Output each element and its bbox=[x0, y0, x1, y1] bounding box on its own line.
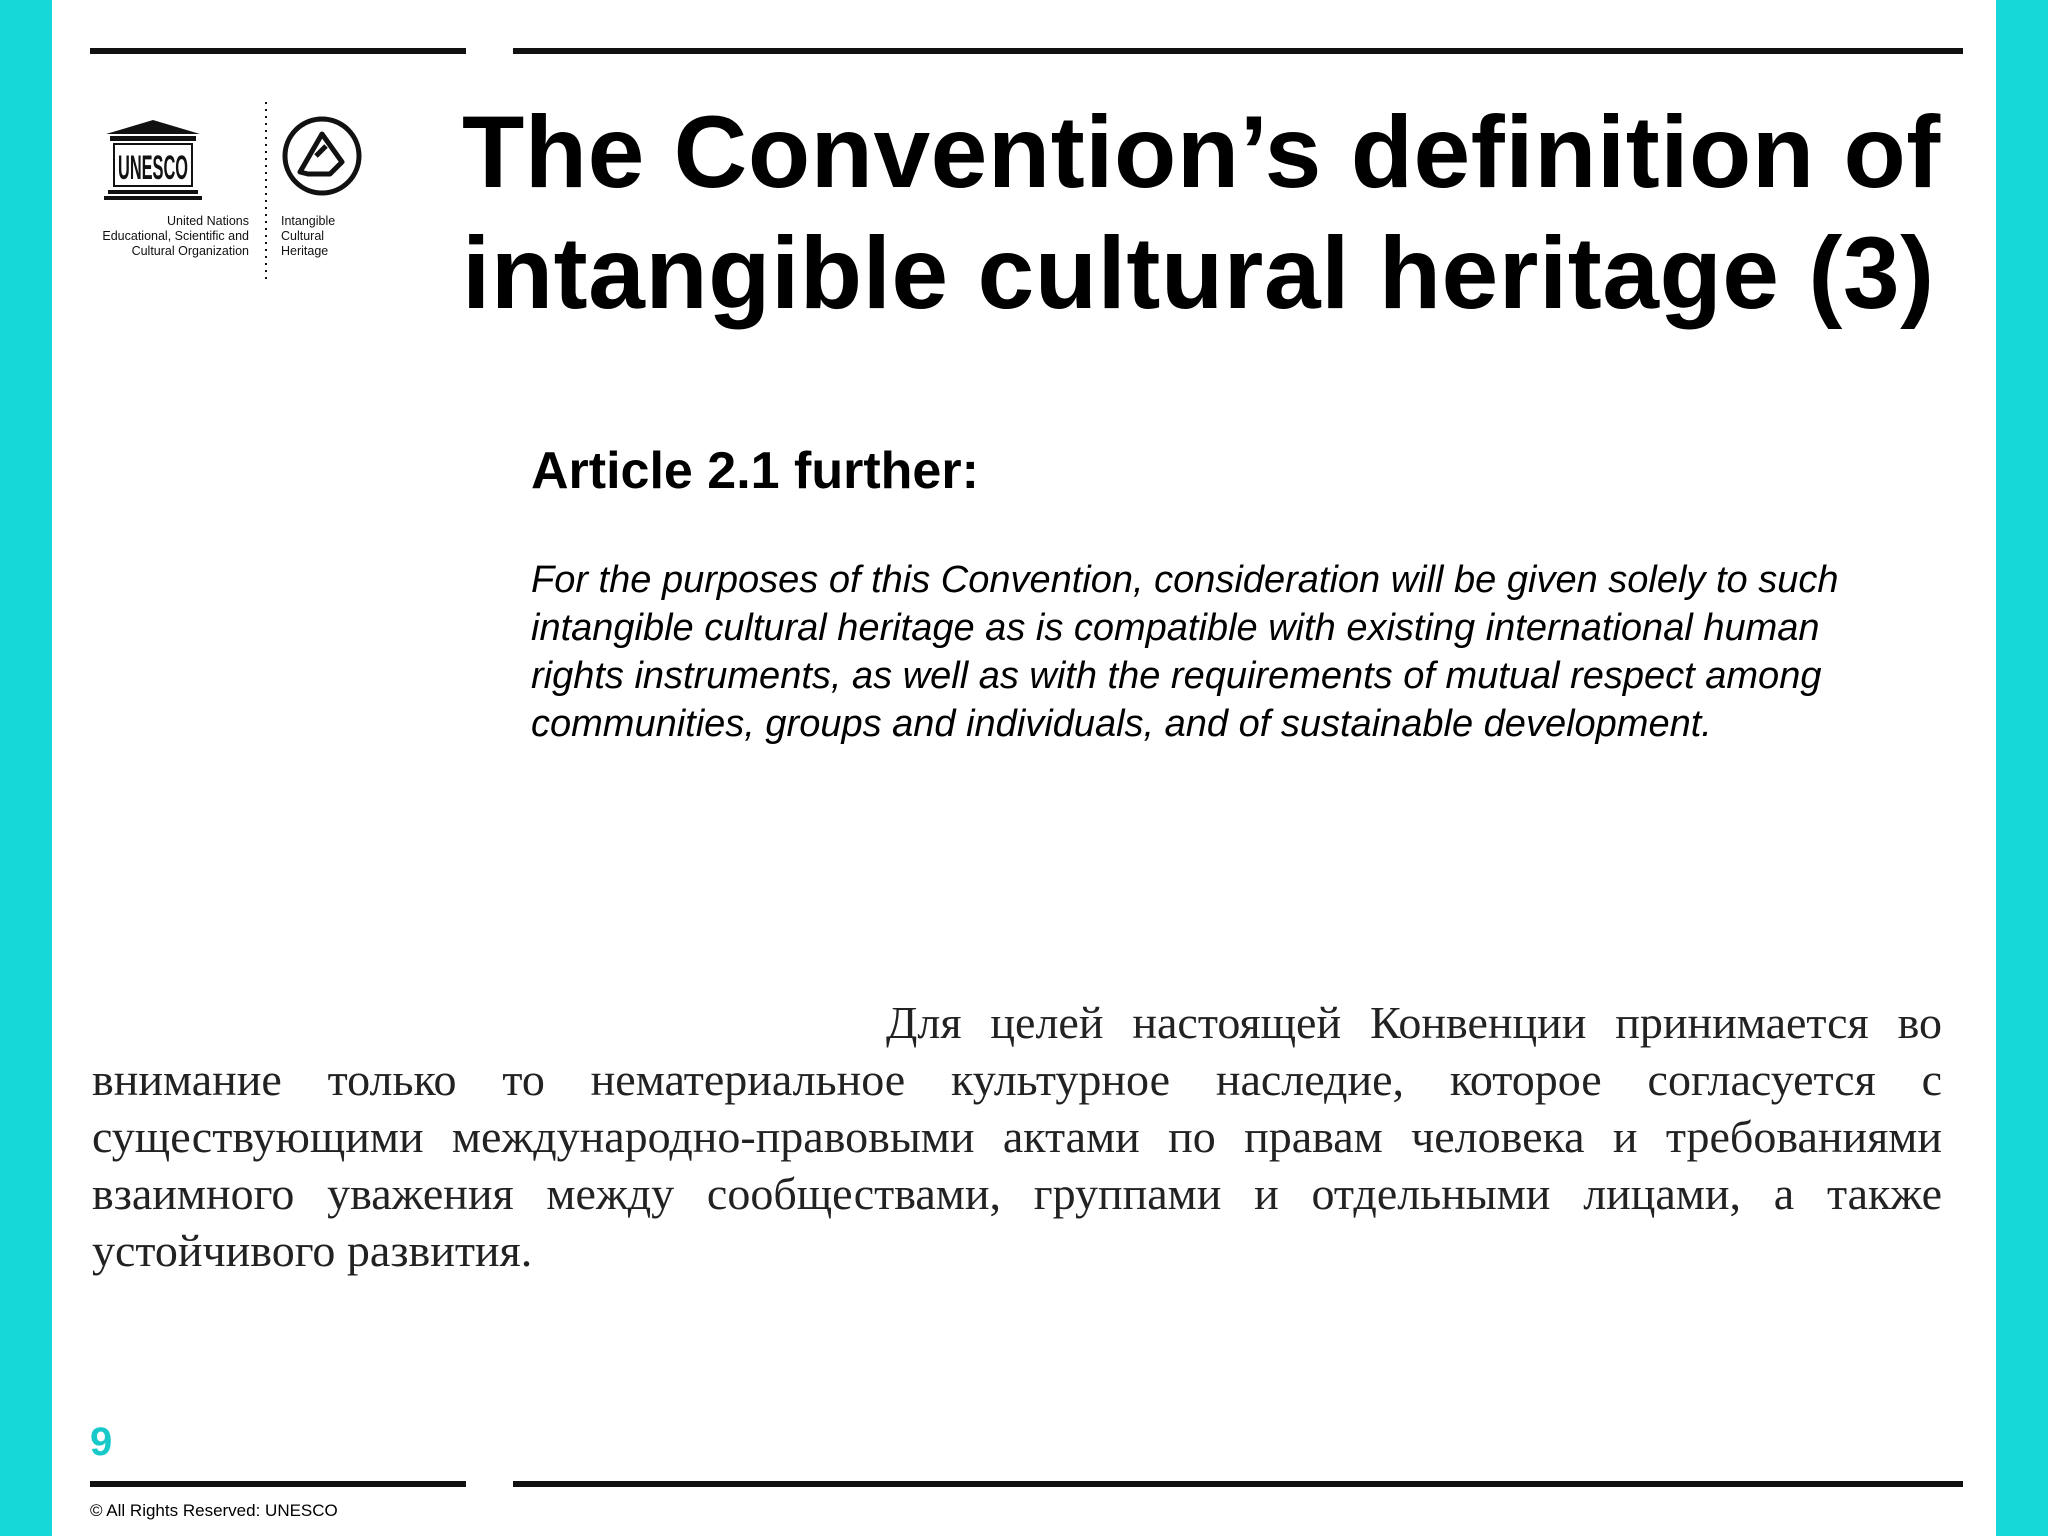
heritage-line-1: Intangible bbox=[281, 214, 336, 228]
unesco-logo bbox=[86, 100, 386, 290]
bottom-rule-long bbox=[513, 1481, 1963, 1487]
quote-line-2: intangible cultural heritage as is compatible with existing international human bbox=[531, 607, 1820, 649]
russian-line-2: внимание только то нематериальное культурное наследие, которое согласуется с bbox=[92, 1054, 1942, 1105]
unesco-temple-text: UNESCO bbox=[118, 149, 188, 187]
russian-line-4: взаимного уважения между сообществами, группами и отдельными лицами, а также bbox=[92, 1168, 1942, 1219]
copyright-notice: © All Rights Reserved: UNESCO bbox=[90, 1501, 338, 1520]
quote-line-1: For the purposes of this Convention, consideration will be given solely to such bbox=[531, 559, 1839, 601]
article-quote bbox=[531, 556, 1971, 748]
left-accent-bar bbox=[0, 0, 52, 1536]
russian-line-1: Для целей настоящей Конвенции принимается во bbox=[886, 997, 1942, 1048]
title-line-1: The Convention’s definition of bbox=[462, 95, 1941, 209]
top-rule-long bbox=[513, 48, 1963, 54]
unesco-temple-icon bbox=[104, 120, 202, 200]
intangible-heritage-emblem-icon bbox=[285, 119, 359, 193]
heritage-line-3: Heritage bbox=[281, 244, 329, 258]
org-line-1: United Nations bbox=[167, 214, 249, 228]
article-subheading: Article 2.1 further: bbox=[531, 442, 979, 500]
org-line-3: Cultural Organization bbox=[131, 244, 249, 258]
org-line-2: Educational, Scientific and bbox=[102, 229, 249, 243]
right-accent-bar bbox=[1996, 0, 2048, 1536]
quote-line-3: rights instruments, as well as with the requirements of mutual respect among bbox=[531, 655, 1822, 697]
heritage-line-2: Cultural bbox=[281, 229, 325, 243]
slide-title bbox=[462, 92, 1962, 334]
bottom-rule-short bbox=[90, 1481, 466, 1487]
russian-line-5: устойчивого развития. bbox=[92, 1225, 533, 1276]
russian-line-3: существующими международно-правовыми актами по правам человека и требованиями bbox=[92, 1111, 1942, 1162]
title-line-2: intangible cultural heritage (3) bbox=[462, 216, 1935, 330]
russian-translation bbox=[92, 994, 1942, 1279]
quote-line-4: communities, groups and individuals, and of sustainable development. bbox=[531, 703, 1712, 745]
top-rule-short bbox=[90, 48, 466, 54]
page-number: 9 bbox=[90, 1420, 113, 1464]
